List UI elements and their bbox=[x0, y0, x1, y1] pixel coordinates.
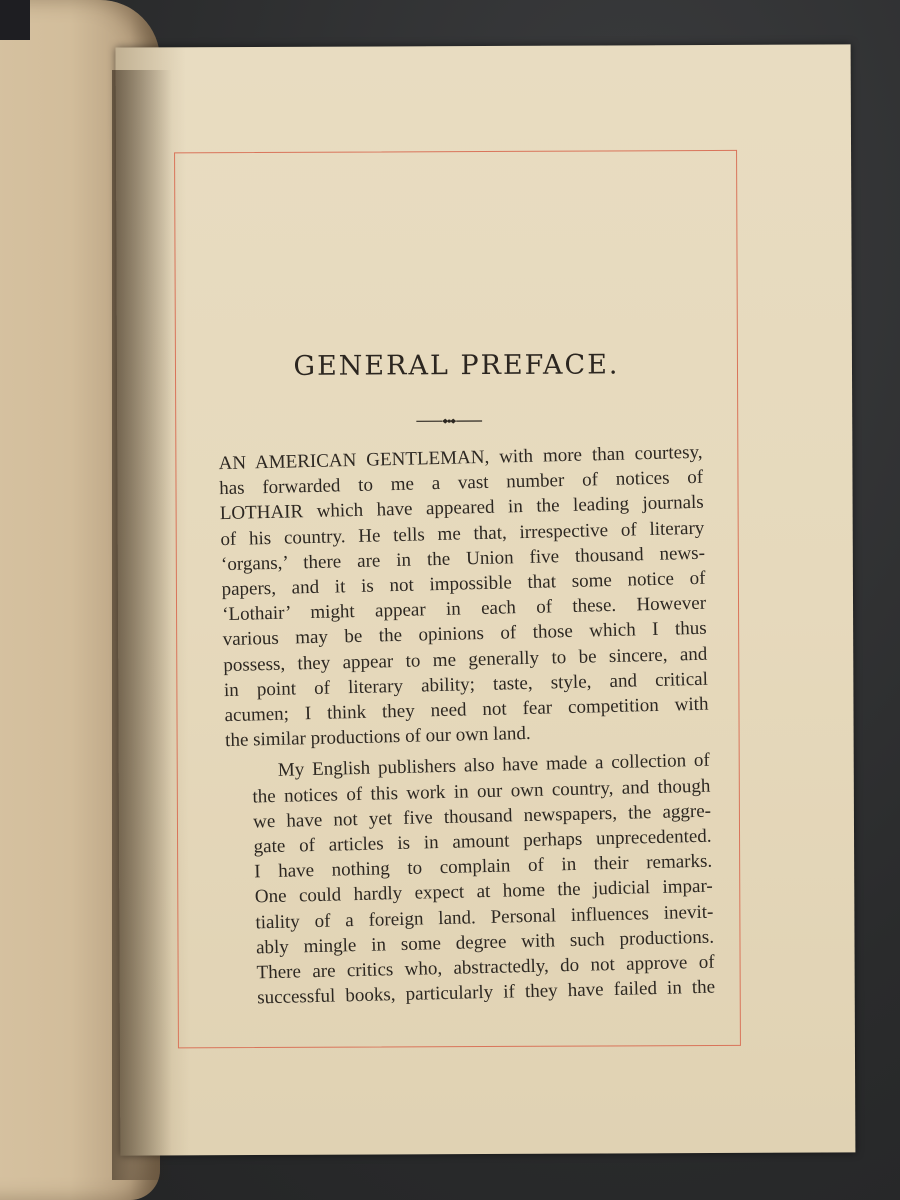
paragraph-1 bbox=[218, 440, 709, 754]
text-line: possess, they appear to me generally to be sincere, and bbox=[223, 643, 708, 676]
body-text bbox=[218, 440, 715, 1012]
paragraph-2 bbox=[226, 748, 716, 1011]
text-line: My English publishers also have made a collection of bbox=[277, 750, 711, 782]
red-rule-frame bbox=[174, 150, 741, 1048]
text-line: ‘organs,’ there are in the Union five thousand news- bbox=[220, 542, 706, 575]
text-line: papers, and it is not impossible that some notice of bbox=[221, 567, 706, 601]
text-line: we have not yet five thousand newspapers, the aggre- bbox=[252, 800, 712, 833]
text-line: tiality of a foreign land. Personal influences inevit- bbox=[255, 901, 714, 934]
right-page bbox=[116, 44, 856, 1155]
text-line: various may be the opinions of those which I thus bbox=[222, 618, 707, 651]
text-line: There are critics who, abstractedly, do not approve of bbox=[256, 951, 715, 984]
text-line: ‘Lothair’ might appear in each of these. However bbox=[221, 592, 707, 626]
text-line: of his country. He tells me that, irrespective of literary bbox=[220, 517, 705, 550]
text-line: I have nothing to complain of in their remarks. bbox=[254, 850, 713, 883]
text-line: the notices of this work in our own country, and though bbox=[252, 775, 711, 808]
text-line: One could hardly expect at home the judicial impar- bbox=[254, 876, 713, 908]
book-cover-edge bbox=[0, 0, 30, 40]
page-title: GENERAL PREFACE. bbox=[293, 349, 620, 382]
text-line: AN AMERICAN GENTLEMAN, with more than courtesy, bbox=[218, 441, 703, 475]
text-line: successful books, particularly if they have failed in the bbox=[256, 976, 716, 1009]
text-line: in point of literary ability; taste, style, and critical bbox=[223, 668, 709, 701]
text-line: has forwarded to me a vast number of notices of bbox=[218, 466, 704, 500]
ornament-divider-icon bbox=[416, 416, 482, 426]
gutter-shadow bbox=[112, 70, 172, 1180]
text-line: acumen; I think they need not fear competition with bbox=[224, 693, 709, 727]
text-line: gate of articles is in amount perhaps unprecedented. bbox=[253, 825, 712, 858]
text-line: the similar productions of our own land. bbox=[224, 723, 531, 752]
text-line: ably mingle in some degree with such productions. bbox=[255, 926, 715, 959]
text-line: LOTHAIR which have appeared in the leading journals bbox=[219, 492, 704, 525]
